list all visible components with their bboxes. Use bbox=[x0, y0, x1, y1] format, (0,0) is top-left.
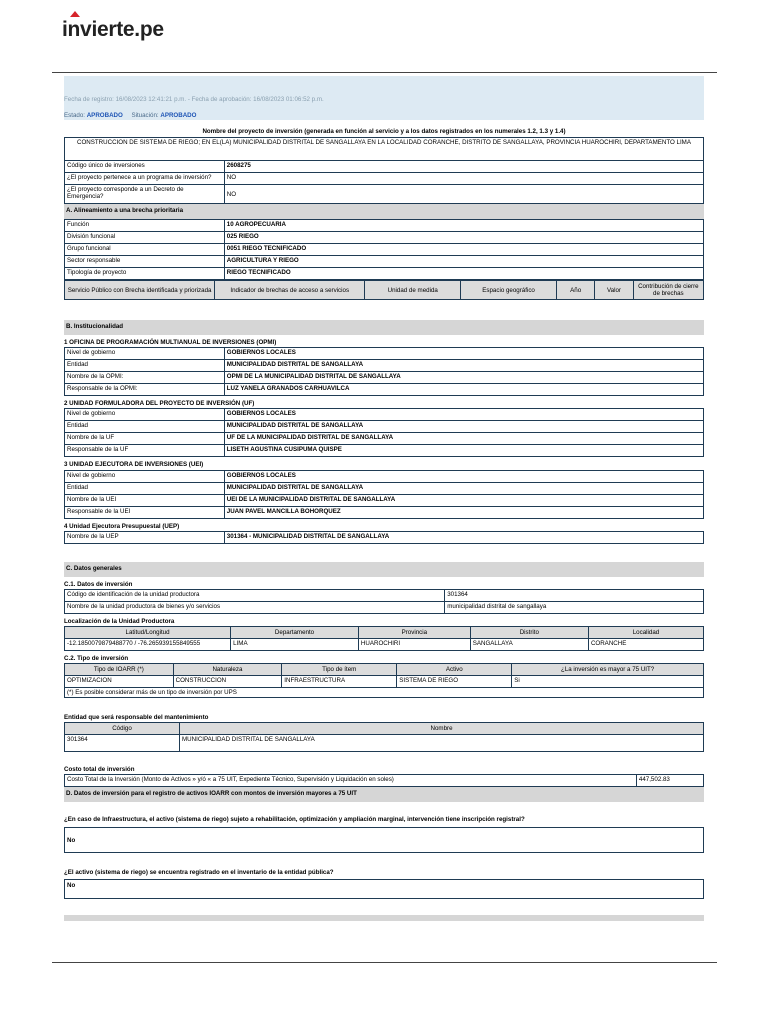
row-label: Entidad bbox=[65, 421, 225, 433]
table-cell: LIMA bbox=[231, 638, 359, 650]
column-header: Departamento bbox=[231, 626, 359, 638]
row-value: LISETH AGUSTINA CUSIPUMA QUISPE bbox=[224, 445, 703, 457]
table-row bbox=[65, 470, 704, 482]
c2-note: (*) Es posible considerar más de un tipo de inversión por UPS bbox=[64, 688, 704, 698]
table-row bbox=[65, 372, 704, 384]
row-label: Código único de inversiones bbox=[65, 161, 225, 173]
row-label: ¿El proyecto pertenece a un programa de inversión? bbox=[65, 173, 225, 185]
table-row bbox=[65, 531, 704, 543]
row-label: Sector responsable bbox=[65, 256, 225, 268]
project-table bbox=[64, 137, 704, 204]
row-value: 301364 - MUNICIPALIDAD DISTRITAL DE SANGALLAYA bbox=[224, 531, 703, 543]
table-cell: MUNICIPALIDAD DISTRITAL DE SANGALLAYA bbox=[180, 735, 704, 752]
row-value: LUZ YANELA GRANADOS CARHUAVILCA bbox=[224, 384, 703, 396]
table-row bbox=[65, 256, 704, 268]
row-value: MUNICIPALIDAD DISTRITAL DE SANGALLAYA bbox=[224, 482, 703, 494]
table-row bbox=[65, 445, 704, 457]
question-registro: ¿En caso de Infraestructura, el activo (sistema de riego) sujeto a rehabilitación, optimización y ampliación marginal, intervención tiene inscripción registral? bbox=[64, 816, 525, 824]
table-row bbox=[65, 220, 704, 232]
uep-title: 4 Unidad Ejecutora Presupuestal (UEP) bbox=[64, 522, 180, 530]
column-header: Año bbox=[557, 281, 595, 300]
row-value: GOBIERNOS LOCALES bbox=[224, 470, 703, 482]
column-header: Nombre bbox=[180, 723, 704, 735]
localization-table bbox=[64, 626, 704, 651]
question-inventario: ¿El activo (sistema de riego) se encuentra registrado en el inventario de la entidad pública? bbox=[64, 868, 334, 876]
row-label: Nombre de la OPMI: bbox=[65, 372, 225, 384]
table-cell: INFRAESTRUCTURA bbox=[282, 676, 397, 688]
row-label: Nombre de la UEP bbox=[65, 531, 225, 543]
row-value: 10 AGROPECUARIA bbox=[224, 220, 703, 232]
column-header: Indicador de brechas de acceso a servicios bbox=[215, 281, 365, 300]
cost-table bbox=[64, 774, 704, 787]
table-row bbox=[65, 482, 704, 494]
table-row bbox=[65, 494, 704, 506]
column-header: Contribución de cierre de brechas bbox=[633, 281, 703, 300]
table-row bbox=[65, 638, 704, 650]
column-header: Espacio geográfico bbox=[461, 281, 557, 300]
row-value: GOBIERNOS LOCALES bbox=[224, 409, 703, 421]
uei-table bbox=[64, 470, 704, 519]
cost-title: Costo total de inversión bbox=[64, 766, 135, 774]
section-d-title: D. Datos de inversión para el registro de activos IOARR con montos de inversión mayores a 75 UIT bbox=[64, 787, 704, 802]
table-cell: 301364 bbox=[65, 735, 180, 752]
column-header: Localidad bbox=[588, 626, 703, 638]
row-value: GOBIERNOS LOCALES bbox=[224, 348, 703, 360]
top-divider bbox=[52, 72, 717, 73]
answer-inventario: No bbox=[64, 879, 704, 899]
column-header: Latitud/Longitud bbox=[65, 626, 231, 638]
bottom-divider bbox=[52, 962, 717, 963]
row-value: NO bbox=[224, 185, 703, 204]
table-row bbox=[65, 384, 704, 396]
project-name: CONSTRUCCION DE SISTEMA DE RIEGO; EN EL(LA) MUNICIPALIDAD DISTRITAL DE SANGALLAYA EN LA LOCALIDAD CORANCHE, DISTRITO DE SANGALLAYA, PROVINCIA HUAROCHIRI, DEPARTAMENTO LIMA bbox=[65, 138, 704, 161]
section-b-title: B. Institucionalidad bbox=[64, 320, 704, 335]
table-row bbox=[65, 360, 704, 372]
c1-title: C.1. Datos de inversión bbox=[64, 580, 133, 588]
row-label: Entidad bbox=[65, 482, 225, 494]
table-header-row bbox=[65, 723, 704, 735]
uf-title: 2 UNIDAD FORMULADORA DEL PROYECTO DE INVERSIÓN (UF) bbox=[64, 400, 255, 408]
opmi-title: 1 OFICINA DE PROGRAMACIÓN MULTIANUAL DE INVERSIONES (OPMI) bbox=[64, 339, 277, 347]
table-row bbox=[65, 268, 704, 280]
column-header: Tipo de IOARR (*) bbox=[65, 664, 174, 676]
table-row bbox=[65, 676, 704, 688]
column-header: Activo bbox=[397, 664, 512, 676]
table-row bbox=[65, 232, 704, 244]
table-cell: SISTEMA DE RIEGO bbox=[397, 676, 512, 688]
table-cell: -12.1850079879488770 / -76.265939155849555 bbox=[65, 638, 231, 650]
table-row bbox=[65, 185, 704, 204]
status-line bbox=[64, 112, 196, 119]
table-header-row bbox=[65, 281, 704, 300]
row-label: Función bbox=[65, 220, 225, 232]
invierte-pe-logo: invierte.pe bbox=[62, 18, 164, 42]
uep-table bbox=[64, 531, 704, 544]
row-value: NO bbox=[224, 173, 703, 185]
table-row bbox=[65, 421, 704, 433]
row-label: Responsable de la UF bbox=[65, 445, 225, 457]
answer-registro: No bbox=[64, 827, 704, 853]
row-value: UF DE LA MUNICIPALIDAD DISTRITAL DE SANGALLAYA bbox=[224, 433, 703, 445]
column-header: Naturaleza bbox=[173, 664, 282, 676]
row-value: RIEGO TECNIFICADO bbox=[224, 268, 703, 280]
table-row bbox=[65, 433, 704, 445]
row-value: OPMI DE LA MUNICIPALIDAD DISTRITAL DE SANGALLAYA bbox=[224, 372, 703, 384]
table-cell: CORANCHE bbox=[588, 638, 703, 650]
table-row bbox=[65, 161, 704, 173]
row-label: Nombre de la unidad productora de bienes y/o servicios bbox=[65, 601, 445, 613]
row-label: Código de identificación de la unidad productora bbox=[65, 589, 445, 601]
row-value: 301364 bbox=[445, 589, 704, 601]
row-label: División funcional bbox=[65, 232, 225, 244]
column-header: Servicio Público con Brecha identificada y priorizada bbox=[65, 281, 215, 300]
column-header: Unidad de medida bbox=[365, 281, 461, 300]
row-label: ¿El proyecto corresponde a un Decreto de Emergencia? bbox=[65, 185, 225, 204]
end-bar bbox=[64, 915, 704, 921]
opmi-table bbox=[64, 347, 704, 396]
project-title-label: Nombre del proyecto de inversión (generada en función al servicio y a los datos registrados en los numerales 1.2, 1.3 y 1.4) bbox=[202, 128, 566, 135]
row-value: 0051 RIEGO TECNIFICADO bbox=[224, 244, 703, 256]
table-row bbox=[65, 589, 704, 601]
table-cell: Si bbox=[512, 676, 704, 688]
maintenance-table bbox=[64, 722, 704, 752]
c2-table bbox=[64, 663, 704, 688]
table-row bbox=[65, 735, 704, 752]
table-row bbox=[65, 775, 704, 787]
table-cell: HUAROCHIRI bbox=[358, 638, 470, 650]
table-row bbox=[65, 601, 704, 613]
column-header: Código bbox=[65, 723, 180, 735]
row-value: AGRICULTURA Y RIEGO bbox=[224, 256, 703, 268]
row-label: Nivel de gobierno bbox=[65, 348, 225, 360]
maintenance-title: Entidad que será responsable del mantenimiento bbox=[64, 714, 209, 722]
column-header: Valor bbox=[595, 281, 633, 300]
table-cell: SANGALLAYA bbox=[470, 638, 588, 650]
uei-title: 3 UNIDAD EJECUTORA DE INVERSIONES (UEI) bbox=[64, 461, 204, 469]
row-value: municipalidad distrital de sangallaya bbox=[445, 601, 704, 613]
row-label: Nombre de la UEI bbox=[65, 494, 225, 506]
column-header: Provincia bbox=[358, 626, 470, 638]
column-header: Distrito bbox=[470, 626, 588, 638]
column-header: Tipo de ítem bbox=[282, 664, 397, 676]
table-cell: OPTIMIZACION bbox=[65, 676, 174, 688]
row-value: MUNICIPALIDAD DISTRITAL DE SANGALLAYA bbox=[224, 421, 703, 433]
row-label: Grupo funcional bbox=[65, 244, 225, 256]
estado-label: Estado: bbox=[64, 112, 85, 119]
table-row bbox=[65, 409, 704, 421]
row-label: Responsable de la UEI bbox=[65, 506, 225, 518]
row-label: Nivel de gobierno bbox=[65, 470, 225, 482]
section-a-table bbox=[64, 219, 704, 280]
meta-box bbox=[64, 76, 704, 120]
brecha-header-table bbox=[64, 280, 704, 300]
logo-accent-icon bbox=[70, 11, 80, 17]
registration-dates: Fecha de registro: 16/08/2023 12:41:21 p.m. - Fecha de aprobación: 16/08/2023 01:06:52 p.m. bbox=[64, 96, 324, 103]
localization-title: Localización de la Unidad Productora bbox=[64, 617, 175, 625]
c1-table bbox=[64, 589, 704, 614]
table-row bbox=[65, 173, 704, 185]
row-value: 2608275 bbox=[224, 161, 703, 173]
row-label: Nombre de la UF bbox=[65, 433, 225, 445]
table-header-row bbox=[65, 664, 704, 676]
uf-table bbox=[64, 408, 704, 457]
row-label: Tipología de proyecto bbox=[65, 268, 225, 280]
table-cell: CONSTRUCCION bbox=[173, 676, 282, 688]
c2-title: C.2. Tipo de inversión bbox=[64, 654, 129, 662]
row-value: JUAN PAVEL MANCILLA BOHORQUEZ bbox=[224, 506, 703, 518]
row-value: MUNICIPALIDAD DISTRITAL DE SANGALLAYA bbox=[224, 360, 703, 372]
cost-value: 447,502.83 bbox=[636, 775, 703, 787]
table-row bbox=[65, 348, 704, 360]
table-header-row bbox=[65, 626, 704, 638]
row-label: Nivel de gobierno bbox=[65, 409, 225, 421]
section-c-title: C. Datos generales bbox=[64, 562, 704, 577]
table-row bbox=[65, 506, 704, 518]
row-value: UEI DE LA MUNICIPALIDAD DISTRITAL DE SANGALLAYA bbox=[224, 494, 703, 506]
column-header: ¿La inversión es mayor a 75 UIT? bbox=[512, 664, 704, 676]
row-label: Entidad bbox=[65, 360, 225, 372]
cost-label: Costo Total de la Inversión (Monto de Activos » y/ó « a 75 UIT, Expediente Técnico, Supervisión y Liquidación en soles) bbox=[65, 775, 637, 787]
document-content bbox=[64, 76, 704, 921]
row-value: 025 RIEGO bbox=[224, 232, 703, 244]
section-a-title: A. Alineamiento a una brecha prioritaria bbox=[64, 204, 704, 219]
situacion-value: APROBADO bbox=[160, 112, 197, 119]
table-row bbox=[65, 244, 704, 256]
situacion-label: Situación: bbox=[131, 112, 159, 119]
estado-value: APROBADO bbox=[86, 112, 123, 119]
row-label: Responsable de la OPMI: bbox=[65, 384, 225, 396]
